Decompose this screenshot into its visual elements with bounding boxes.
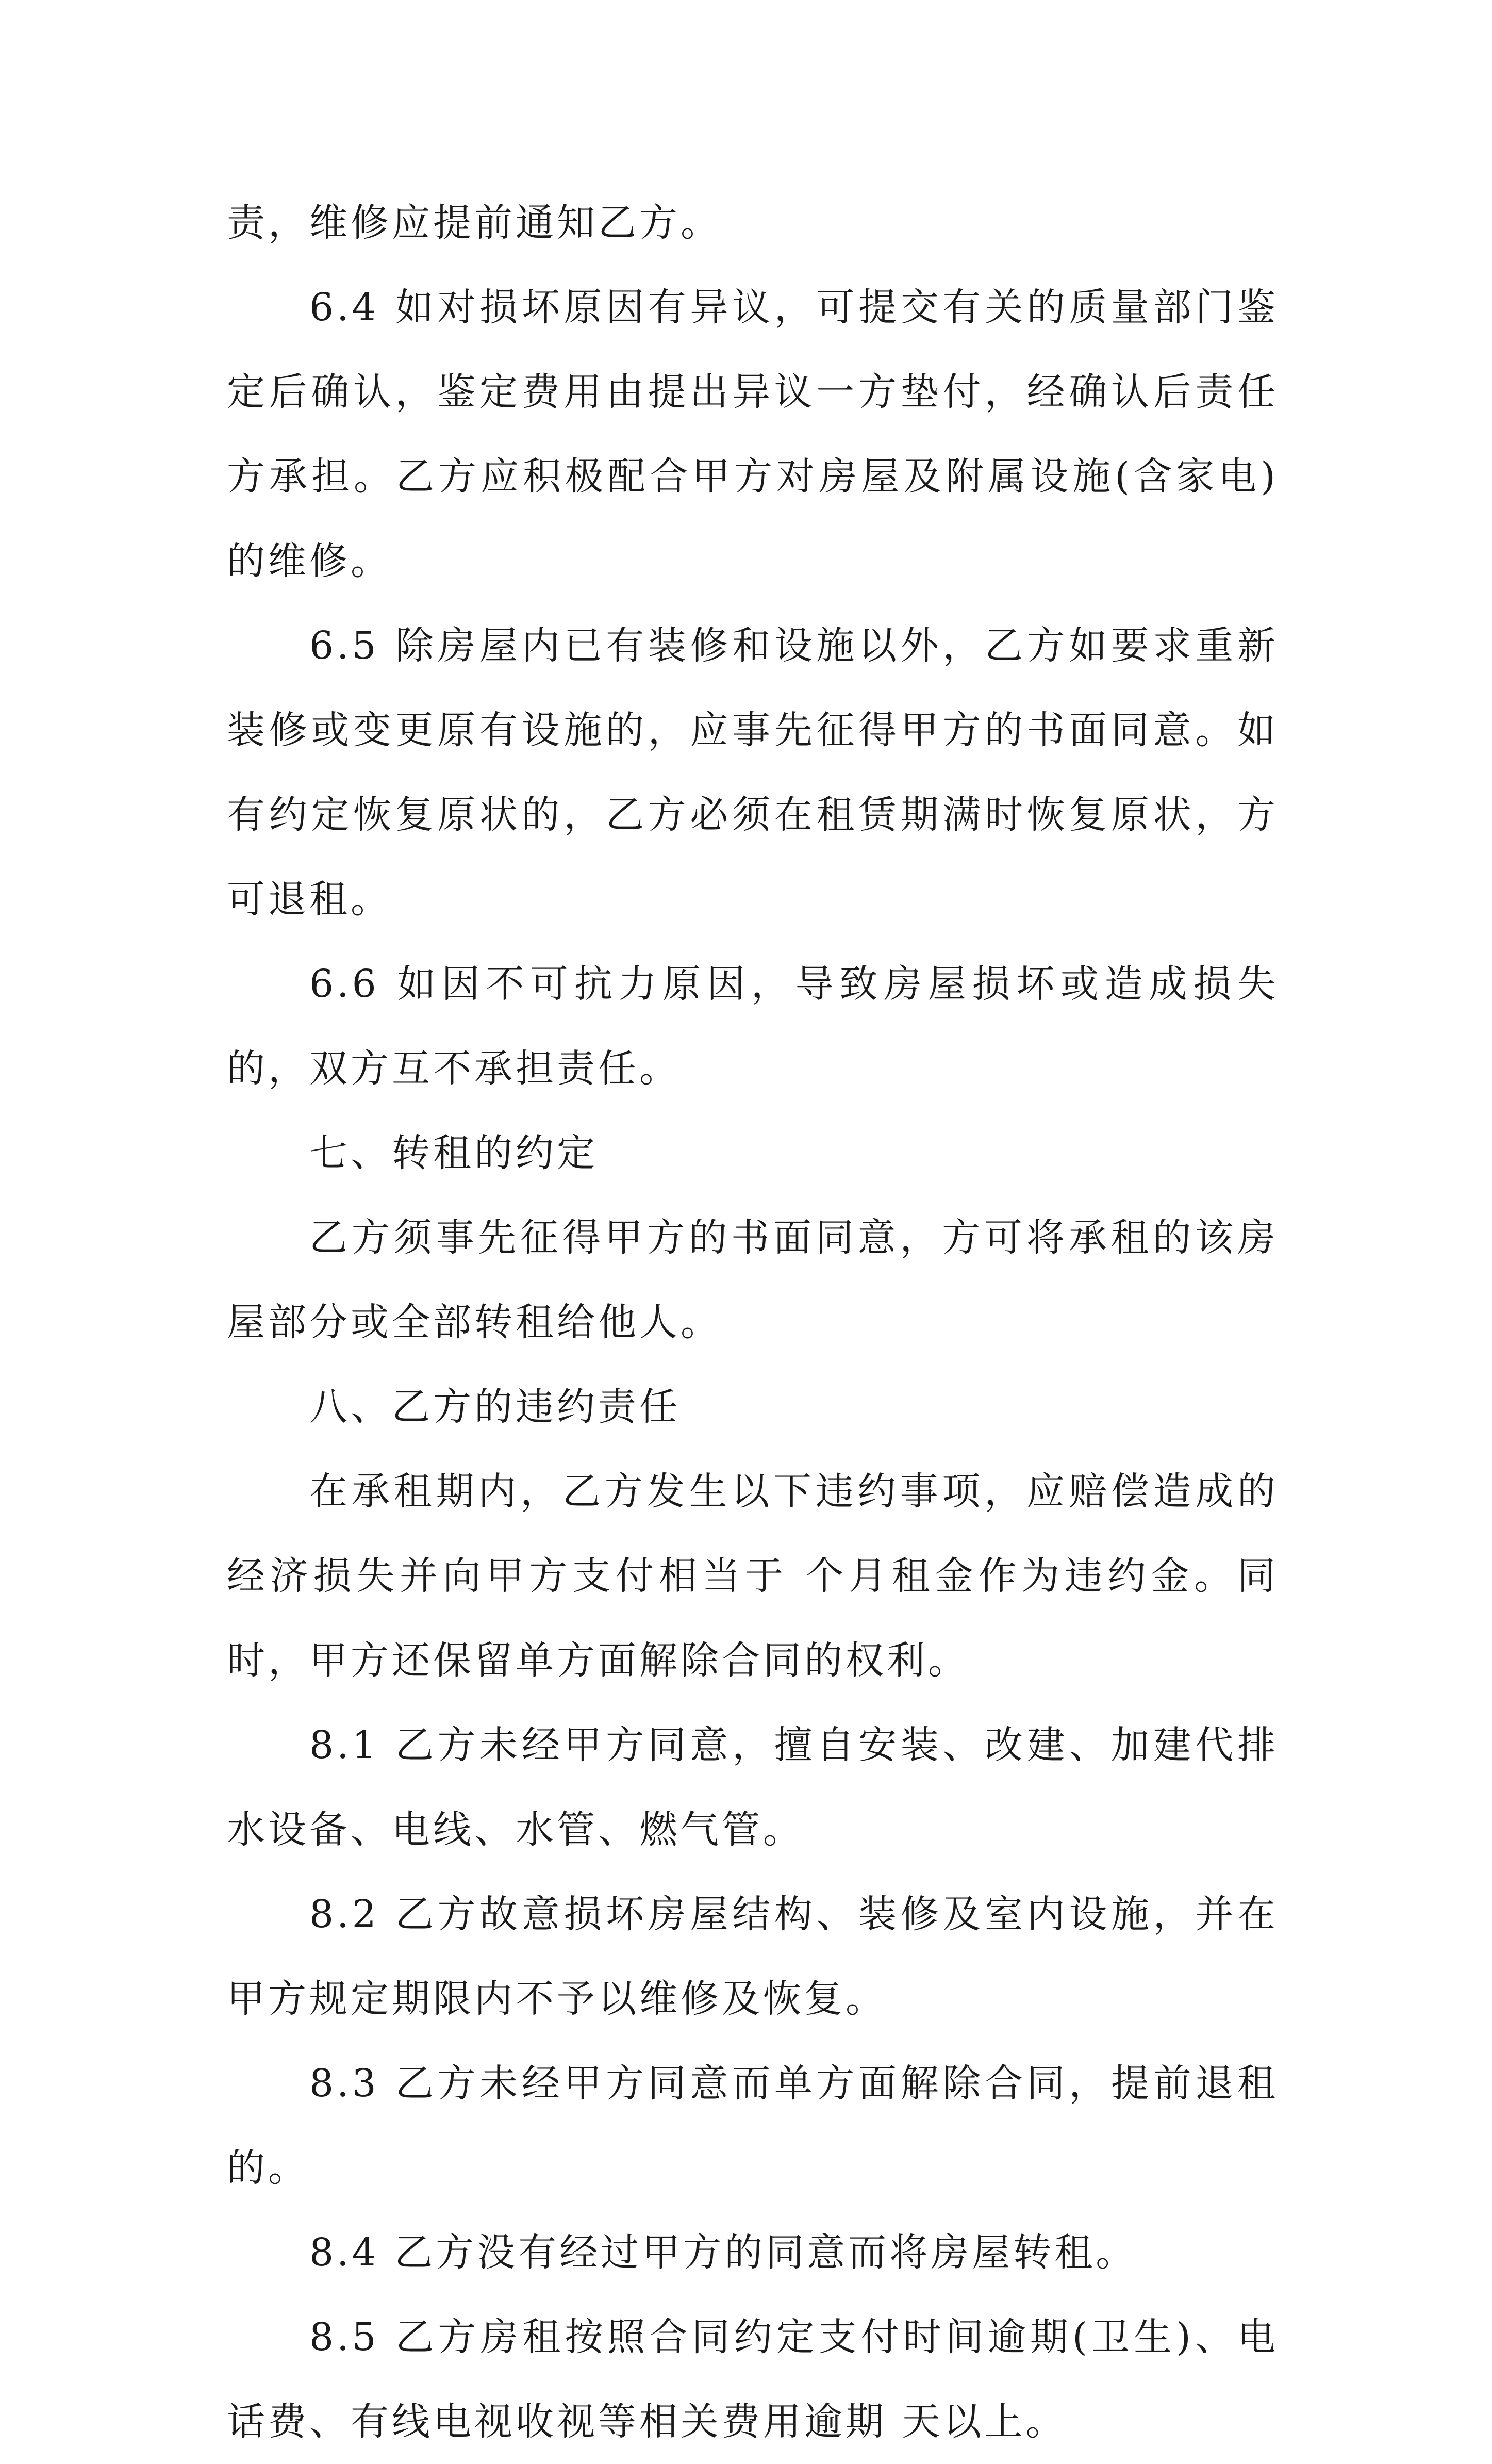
paragraph-clause-6-4: 6.4 如对损坏原因有异议，可提交有关的质量部门鉴定后确认，鉴定费用由提出异议一方垫付，经确认后责任方承担。乙方应积极配合甲方对房屋及附属设施(含家电)的维修。 (227, 285, 1279, 583)
section-heading-breach-liability: 八、乙方的违约责任 (309, 1385, 681, 1429)
section-heading-sublease: 七、转租的约定 (309, 1131, 598, 1175)
paragraph-clause-8-1: 8.1 乙方未经甲方同意，擅自安装、改建、加建代排水设备、电线、水管、燃气管。 (227, 1723, 1279, 1852)
document-body (227, 180, 1279, 2464)
paragraph-repair-notice-continuation: 责，维修应提前通知乙方。 (227, 201, 722, 245)
paragraph-clause-6-6: 6.6 如因不可抗力原因，导致房屋损坏或造成损失的，双方互不承担责任。 (227, 962, 1279, 1091)
paragraph-clause-8-5: 8.5 乙方房租按照合同约定支付时间逾期(卫生)、电话费、有线电视收视等相关费用逾期 天以上。 (227, 2315, 1279, 2444)
paragraph-clause-8-3: 8.3 乙方未经甲方同意而单方面解除合同，提前退租的。 (227, 2061, 1279, 2190)
paragraph-clause-8-4: 8.4 乙方没有经过甲方的同意而将房屋转租。 (309, 2230, 1137, 2275)
paragraph-sublease-terms: 乙方须事先征得甲方的书面同意，方可将承租的该房屋部分或全部转租给他人。 (227, 1215, 1279, 1344)
paragraph-breach-intro: 在承租期内，乙方发生以下违约事项，应赔偿造成的经济损失并向甲方支付相当于 个月租金作为违约金。同时，甲方还保留单方面解除合同的权利。 (227, 1469, 1279, 1683)
paragraph-clause-6-5: 6.5 除房屋内已有装修和设施以外，乙方如要求重新装修或变更原有设施的，应事先征得甲方的书面同意。如有约定恢复原状的，乙方必须在租赁期满时恢复原状，方可退租。 (227, 623, 1279, 922)
paragraph-clause-8-2: 8.2 乙方故意损坏房屋结构、装修及室内设施，并在甲方规定期限内不予以维修及恢复。 (227, 1892, 1279, 2021)
